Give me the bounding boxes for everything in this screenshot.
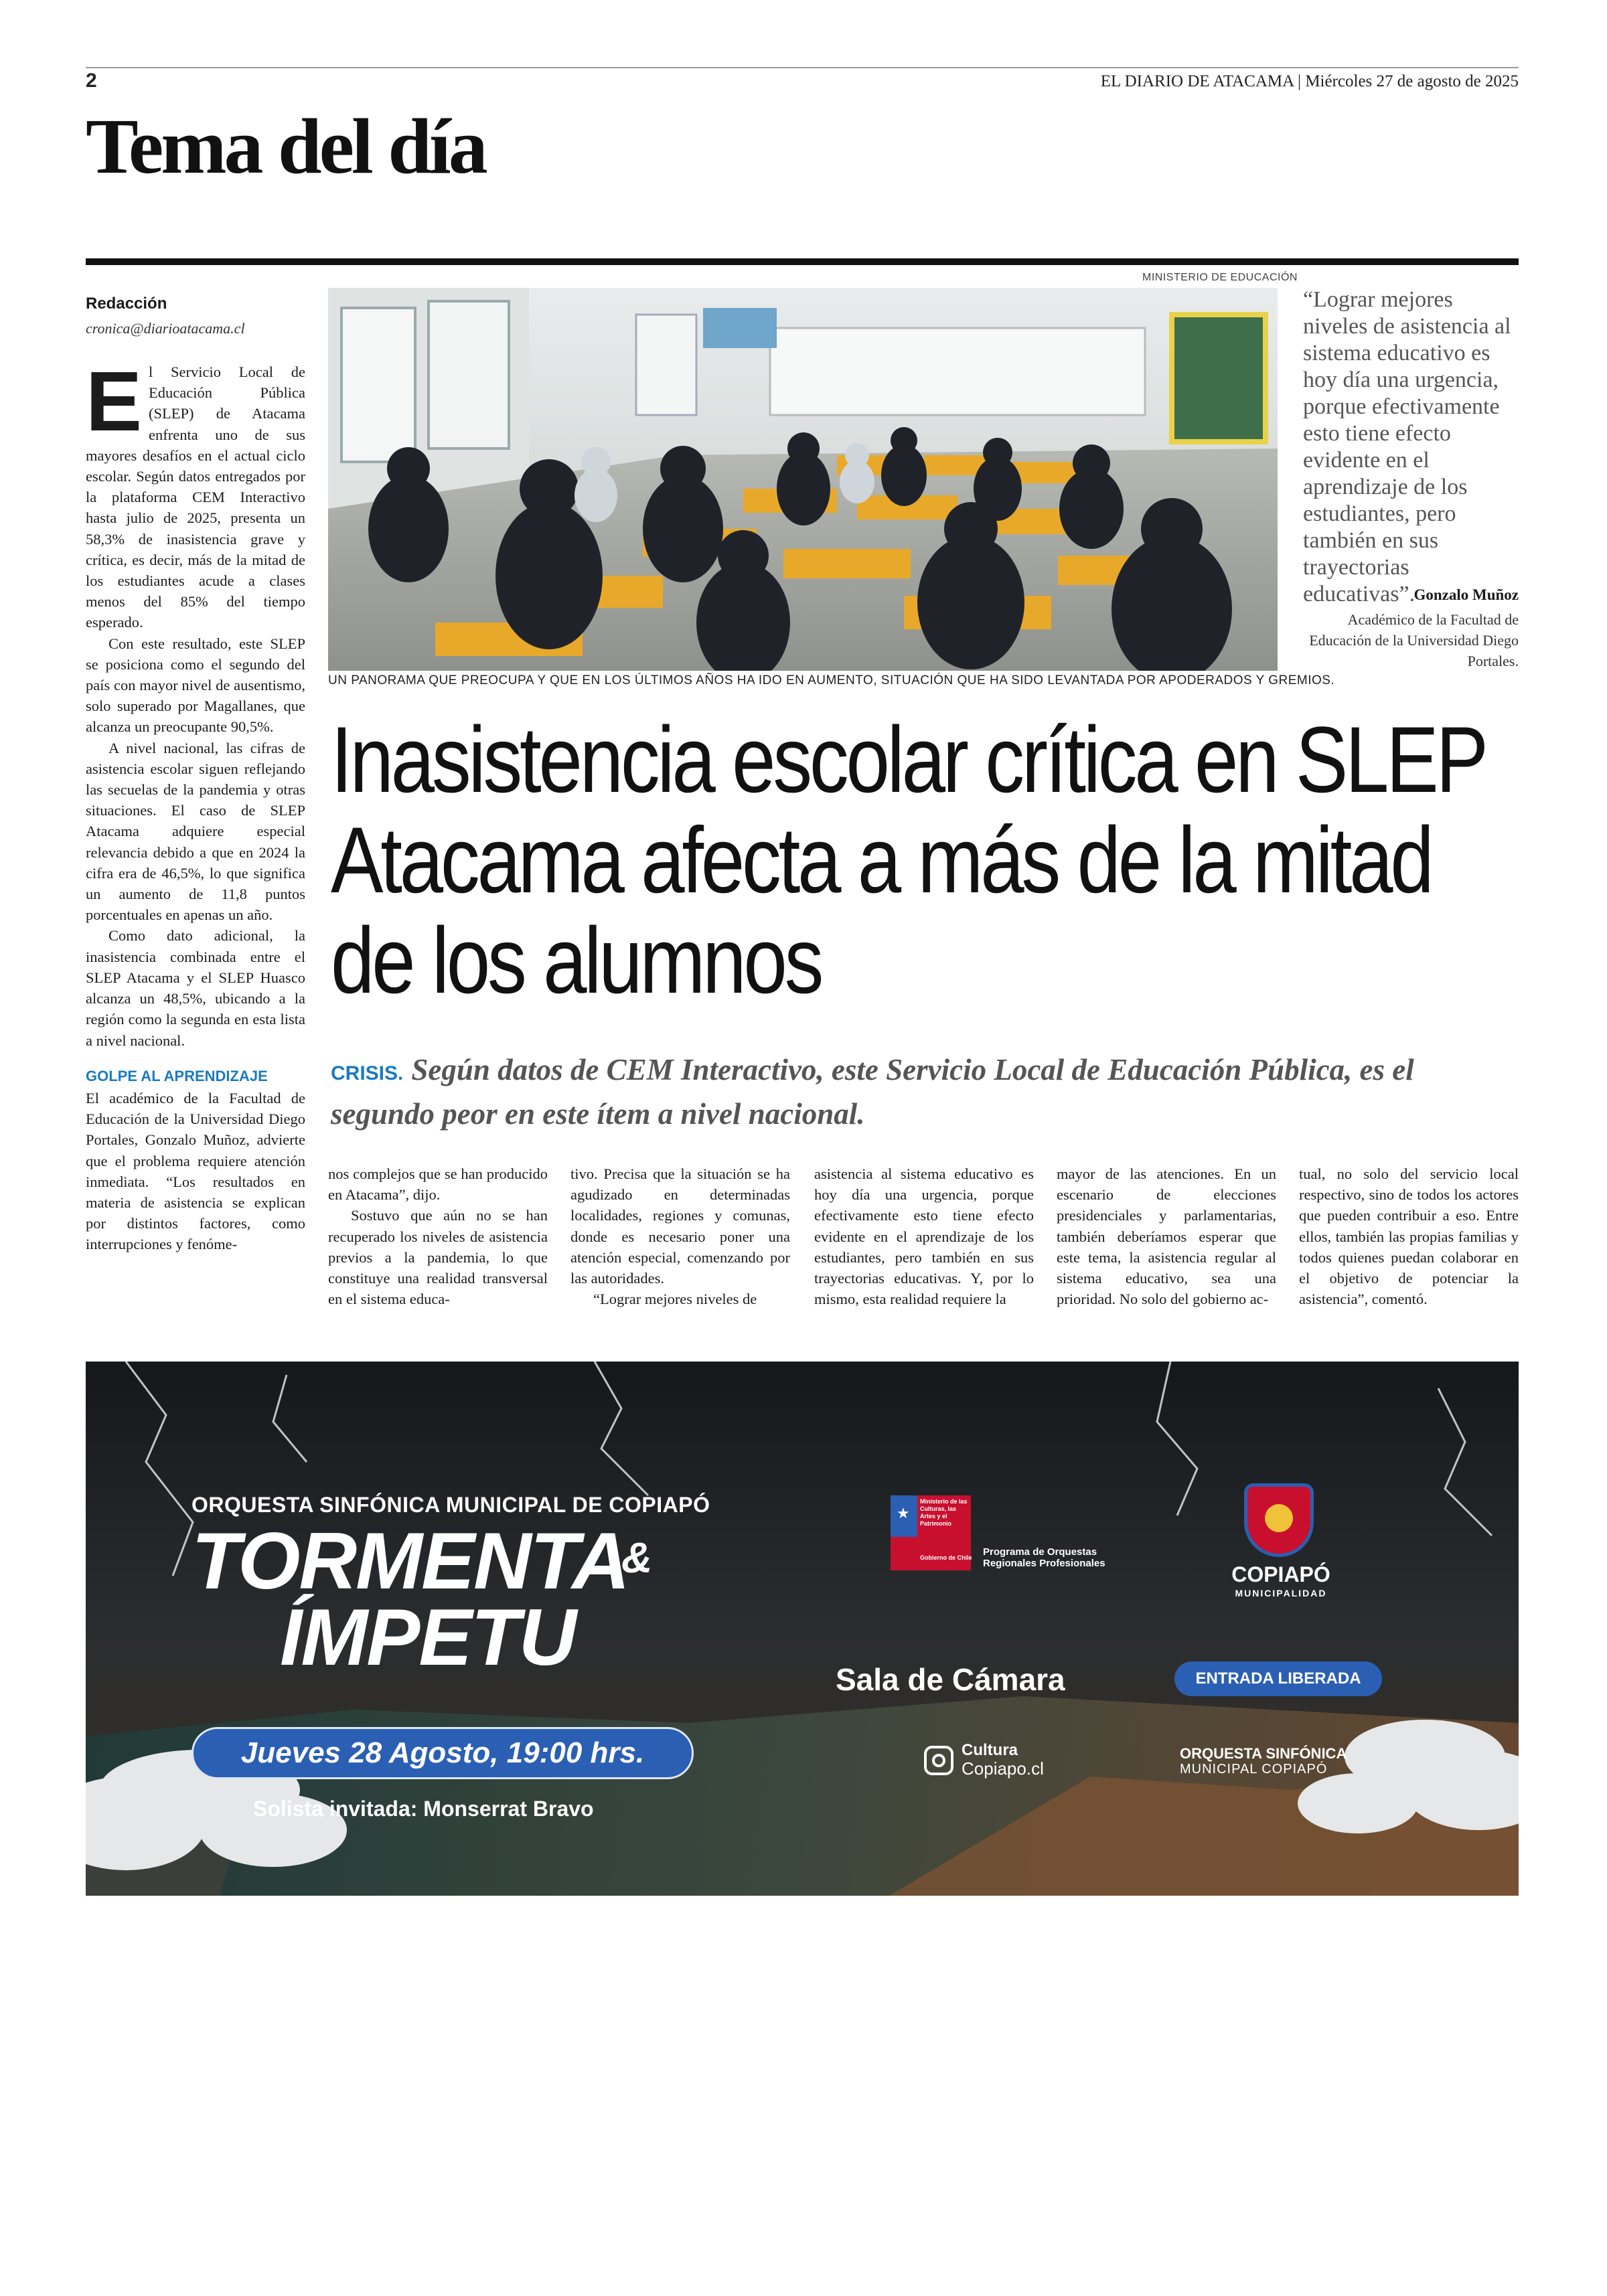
ad-title-ampersand: & xyxy=(621,1534,653,1582)
ministry-logo-blue xyxy=(891,1495,917,1537)
ad-social-line1[interactable]: Cultura xyxy=(962,1741,1018,1759)
gobierno-name: Gobierno de Chile xyxy=(920,1554,972,1561)
deck-text: Según datos de CEM Interactivo, este Servicio Local de Educación Pública, es el segundo peor en este ítem a nivel nacional. xyxy=(331,1053,1414,1131)
photo-credit: MINISTERIO DE EDUCACIÓN xyxy=(1142,272,1298,283)
ministry-logo-red xyxy=(917,1495,971,1537)
article-paragraph: tivo. Precisa que la situación se ha agudizado en determinadas localidades, regiones y comunas, donde es necesario poner una atención especial, comenzando por las autoridades. xyxy=(570,1165,790,1287)
article-paragraph: A nivel nacional, las cifras de asistencia escolar siguen reflejando las secuelas de la pandemia y otras situaciones. El caso de SLEP Atacama adquiere especial relevancia debido a que en 2024 la cifra era de 46,5%, lo que significa un aumento de 11,8 puntos porcentuales en apenas un año. xyxy=(86,739,305,924)
byline-author: Redacción xyxy=(86,295,167,313)
ministry-logo xyxy=(891,1495,971,1570)
article-paragraph: El académico de la Facultad de Educación de la Universidad Diego Portales, Gonzalo Muñoz, advierte que el problema requiere atención inmediata. “Los resultados en materia de asistencia se explican por distintos factores, como interrupciones y fenóme- xyxy=(86,1089,305,1253)
ad-osm-line1: ORQUESTA SINFÓNICA xyxy=(1180,1745,1347,1762)
byline-email[interactable]: cronica@diarioatacama.cl xyxy=(86,320,245,337)
ad-osm-line2: MUNICIPAL COPIAPÓ xyxy=(1180,1762,1328,1777)
article-paragraph: tual, no solo del servicio local respectivo, sino de todos los actores que pueden contribuir a eso. Entre ellos, también las propias familias y todos quienes puedan colaborar en el objetivo de potenciar la asistencia”, comentó. xyxy=(1299,1165,1519,1308)
ad-municipalidad: MUNICIPALIDAD xyxy=(1235,1588,1327,1598)
section-title: Tema del día xyxy=(86,102,485,190)
pull-quote-name: Gonzalo Muñoz xyxy=(1413,586,1519,603)
article-column-3 xyxy=(570,1163,790,1309)
star-icon: ★ xyxy=(897,1505,910,1522)
ad-social-line2[interactable]: Copiapo.cl xyxy=(962,1758,1044,1779)
ad-date-pill: Jueves 28 Agosto, 19:00 hrs. xyxy=(192,1727,694,1779)
deck-kicker: CRISIS. xyxy=(331,1062,404,1084)
ministry-logo-base xyxy=(891,1537,971,1570)
section-rule xyxy=(86,258,1519,265)
issue-date: Miércoles 27 de agosto de 2025 xyxy=(1305,72,1519,90)
article-paragraph: Con este resultado, este SLEP se posiciona como el segundo del país con mayor nivel de ausentismo, solo superado por Magallanes, que alcanza un preocupante 90,5%. xyxy=(86,635,305,736)
shield-emblem xyxy=(1265,1504,1293,1532)
article-paragraph: Sostuvo que aún no se han recuperado los niveles de asistencia previos a la pandemia, lo que constituye una realidad transversal en el sistema educa- xyxy=(328,1207,548,1308)
classroom-illustration xyxy=(328,288,1278,671)
deck xyxy=(331,1050,1523,1134)
article-paragraph: Como dato adicional, la inasistencia combinada entre el SLEP Atacama y el SLEP Huasco alcanza un 48,5%, ubicando a la región como la segunda en esta lista a nivel nacional. xyxy=(86,927,305,1049)
article-paragraph xyxy=(86,354,305,633)
concert-advertisement[interactable] xyxy=(86,1362,1519,1896)
photo-caption: UN PANORAMA QUE PREOCUPA Y QUE EN LOS ÚLTIMOS AÑOS HA IDO EN AUMENTO, SITUACIÓN QUE HA SIDO LEVANTADA POR APODERADOS Y GREMIOS. xyxy=(328,673,1335,687)
classroom-photo xyxy=(328,288,1278,671)
pull-quote-role: Académico de la Facultad de Educación de la Universidad Diego Portales. xyxy=(1309,611,1519,669)
top-rule xyxy=(86,67,1519,68)
ad-title-line2: ÍMPETU xyxy=(280,1592,576,1682)
pull-quote: “Lograr mejores niveles de asistencia al sistema educativo es hoy día una urgencia, porque efectivamente esto tiene efecto evidente en el aprendizaje de los estudiantes, pero también en sus trayectorias educativas”. xyxy=(1303,287,1511,606)
ad-program: Programa de Orquestas Regionales Profesionales xyxy=(983,1546,1105,1569)
article-column-6 xyxy=(1299,1163,1519,1309)
article-paragraph: mayor de las atenciones. En un escenario de elecciones presidenciales y parlamentarias, también deberíamos esperar que este tema, la asistencia regular al sistema educativo, sea una prioridad. No solo del gobierno ac- xyxy=(1057,1165,1276,1308)
copiapo-shield-icon xyxy=(1244,1483,1314,1557)
article-paragraph: nos complejos que se han producido en Atacama”, dijo. xyxy=(328,1165,548,1204)
masthead xyxy=(1101,72,1519,91)
article-column-5 xyxy=(1057,1163,1276,1309)
headline: Inasistencia escolar crítica en SLEP Atacama afecta a más de la mitad de los alumnos xyxy=(331,707,1484,1013)
article-column-4 xyxy=(814,1163,1034,1309)
ad-venue: Sala de Cámara xyxy=(836,1662,1065,1697)
ad-title-line1: TORMENTA xyxy=(192,1516,629,1606)
subheading: GOLPE AL APRENDIZAJE xyxy=(86,1067,268,1084)
page-number: 2 xyxy=(86,70,97,92)
instagram-icon xyxy=(924,1746,953,1775)
ad-soloist: Solista invitada: Monserrat Bravo xyxy=(253,1797,594,1821)
instagram-lens xyxy=(932,1754,945,1767)
newspaper-name: EL DIARIO DE ATACAMA xyxy=(1100,72,1294,90)
article-column-1 xyxy=(86,354,305,1255)
article-paragraph: asistencia al sistema educativo es hoy día una urgencia, porque efectivamente esto tiene efecto evidente en el aprendizaje de los estudiantes, pero también en sus trayectorias educativas. Y, por lo mismo, esta realidad requiere la xyxy=(814,1165,1034,1308)
paragraph-text: l Servicio Local de Educación Pública (SLEP) de Atacama enfrenta uno de sus mayores desafíos en el actual ciclo escolar. Según datos entregados por la plataforma CEM Interactivo hasta julio de 2025, presenta un 58,3% de inasistencia grave y crítica, es decir, más de la mitad de los estudiantes acude a clases menos del 85% del tiempo esperado. xyxy=(86,363,305,631)
article-paragraph: “Lograr mejores niveles de xyxy=(593,1291,757,1308)
ad-entry-badge[interactable]: ENTRADA LIBERADA xyxy=(1174,1661,1382,1696)
article-column-2 xyxy=(328,1163,548,1309)
drop-cap: E xyxy=(86,354,143,448)
ad-copiapo: COPIAPÓ xyxy=(1231,1562,1330,1586)
ad-orchestra: ORQUESTA SINFÓNICA MUNICIPAL DE COPIAPÓ xyxy=(192,1493,710,1517)
ministry-name: Ministerio de las Culturas, las Artes y el Patrimonio xyxy=(920,1498,968,1527)
masthead-separator: | xyxy=(1298,72,1302,90)
